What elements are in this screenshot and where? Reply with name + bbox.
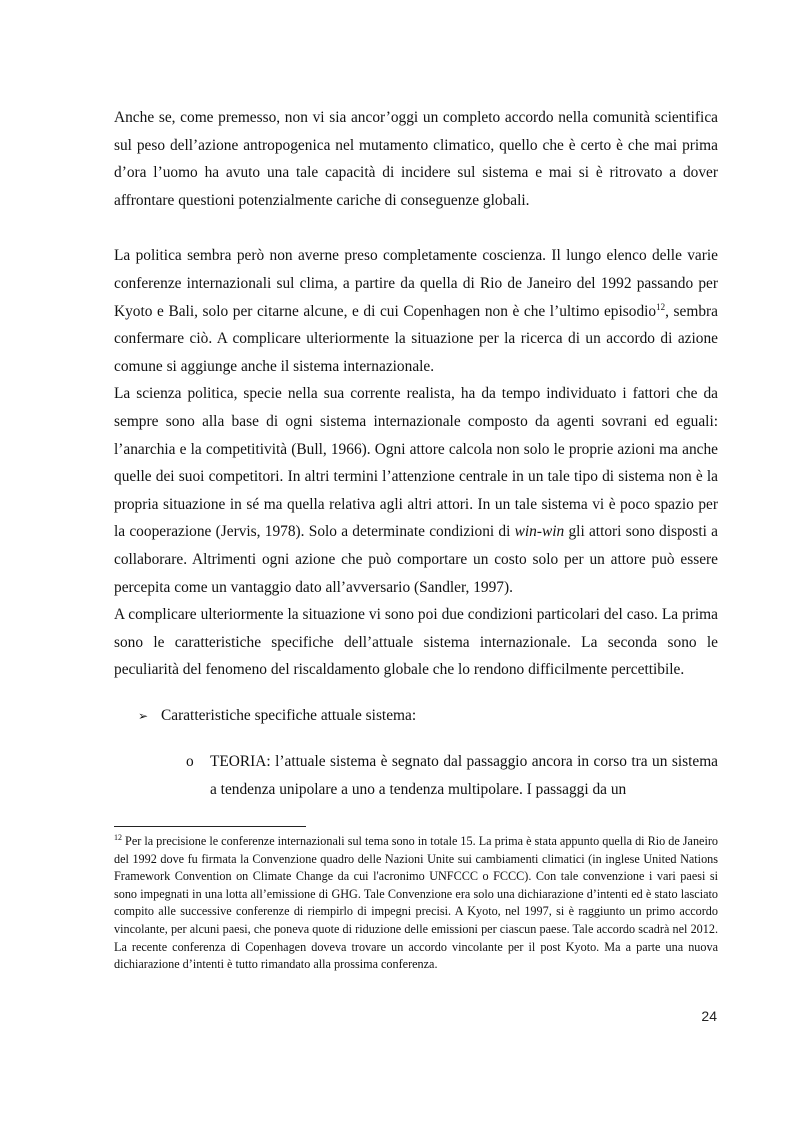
sub-bullet-text: TEORIA: l’attuale sistema è segnato dal passaggio ancora in corso tra un sistema a tendenza unipolare a uno a tendenza multipolare. I passaggi da un (210, 753, 718, 798)
paragraph-3-italic: win-win (514, 523, 565, 541)
paragraph-2-text-b: , sembra confermare ciò. A complicare ulteriormente la situazione per la ricerca di un accordo di azione comune si aggiunge anche il sistema internazionale. (114, 302, 718, 375)
paragraph-4: A complicare ulteriormente la situazione vi sono poi due condizioni particolari del caso. La prima sono le caratteristiche specifiche dell’attuale sistema internazionale. La seconda sono le peculiarità del fenomeno del riscaldamento globale che lo rendono difficilmente percettibile. (114, 606, 718, 679)
paragraph-1: Anche se, come premesso, non vi sia ancor’oggi un completo accordo nella comunità scientifica sul peso dell’azione antropogenica nel mutamento climatico, quello che è certo è che mai prima d’ora l’uomo ha avuto una tale capacità di incidere sul sistema e mai si è ritrovato a dover affrontare questioni potenzialmente cariche di conseguenze globali. (114, 109, 718, 209)
paragraph-2 (114, 242, 718, 380)
paragraph-3-text-b: gli attori sono disposti a collaborare. Altrimenti ogni azione che può comportare un costo solo per un attore può essere percepita come un vantaggio dato all’avversario (Sandler, 1997). (114, 523, 718, 596)
body-text (114, 104, 718, 684)
page-number: 24 (701, 1008, 717, 1024)
circle-bullet-icon: o (186, 753, 194, 770)
arrow-bullet-icon: ➢ (138, 709, 149, 723)
footnote-separator (114, 826, 306, 827)
bullet-item (138, 702, 718, 731)
footnote-number: 12 (114, 832, 122, 842)
paragraph-2-text-a: La politica sembra però non averne preso completamente coscienza. Il lungo elenco delle varie conferenze internazionali sul clima, a partire da quella di Rio de Janeiro del 1992 passando per Kyoto e Bali, solo per citarne alcune, e di cui Copenhagen non è che l’ultimo episodio (114, 247, 718, 320)
paragraph-3 (114, 380, 718, 601)
paragraph-3-text-a: La scienza politica, specie nella sua corrente realista, ha da tempo individuato i fattori che da sempre sono alla base di ogni sistema internazionale composto da agenti sovrani ed eguali: l’anarchia e la competitività (Bull, 1966). Ogni attore calcola non solo le proprie azioni ma anche quelle dei suoi competitori. In altri termini l’attenzione centrale in un tale tipo di sistema non è la propria situazione in sé ma quella relativa agli altri attori. In un tale sistema vi è poco spazio per la cooperazione (Jervis, 1978). Solo a determinate condizioni di (114, 385, 718, 541)
paragraph-gap (114, 214, 718, 242)
sub-bullet-item (186, 748, 718, 803)
bullet-text: Caratteristiche specifiche attuale sistema: (161, 707, 417, 724)
footnote (114, 833, 718, 974)
footnote-text: Per la precisione le conferenze internazionali sul tema sono in totale 15. La prima è stata appunto quella di Rio de Janeiro del 1992 dove fu firmata la Convenzione quadro delle Nazioni Unite sui cambiamenti climatici (in inglese United Nations Framework Convention on Climate Change da cui l'acronimo UNFCCC o FCCC). Con tale convenzione i vari paesi si sono impegnati in una lotta all’emissione di GHG. Tale Convenzione era solo una dichiarazione d’intenti ed è stato lasciato compito alle successive conferenze di riempirlo di impegni precisi. A Kyoto, nel 1997, si è raggiunto un primo accordo vincolante, per alcuni paesi, che poneva quote di riduzione delle emissioni per ciascun paese. Tale accordo scadrà nel 2012. La recente conferenza di Copenhagen doveva trovare un accordo vincolante per il post Kyoto. Ma a parte una nuova dichiarazione d’intenti è tutto rimandato alla prossima conferenza. (114, 834, 718, 972)
footnote-reference[interactable]: 12 (656, 301, 666, 312)
